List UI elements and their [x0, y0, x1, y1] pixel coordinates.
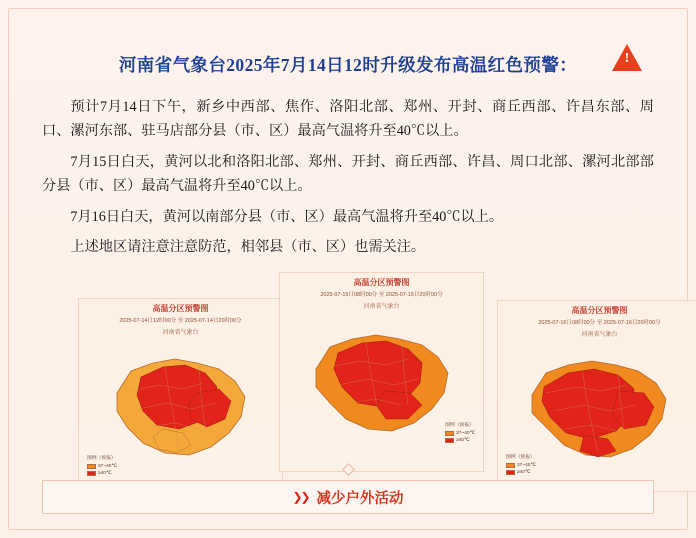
advice-label: 减少户外活动: [316, 490, 404, 507]
advice-banner[interactable]: [42, 480, 654, 514]
legend-label-red: ≥40℃: [517, 470, 531, 476]
map-time-range: 2025-07-16日08时00分 至 2025-07-16日20时00分: [538, 319, 661, 326]
map-org: 河南省气象台: [363, 303, 400, 310]
legend-title: 图例（预报）: [445, 422, 474, 428]
map-legend-day3: [506, 454, 536, 477]
map-graphic-day3: [498, 335, 696, 485]
map-card-day2[interactable]: [279, 272, 484, 472]
warning-triangle-icon: [612, 44, 642, 72]
alert-paragraph-1: 预计7月14日下午，新乡中西部、焦作、洛阳北部、郑州、开封、商丘西部、许昌东部、周口、漯河东部、驻马店部分县（市、区）最高气温将升至40℃以上。: [42, 99, 654, 140]
legend-swatch-red: [506, 470, 515, 475]
map-title: 高温分区预警图: [152, 303, 209, 313]
alert-paragraph-2: 7月15日白天，黄河以北和洛阳北部、郑州、开封、商丘西部、许昌、周口北部、漯河北部部分县（市、区）最高气温将升至40℃以上。: [42, 153, 654, 195]
legend-swatch-red: [87, 471, 96, 476]
page-title: 河南省气象台2025年7月14日12时升级发布高温红色预警：: [118, 55, 578, 75]
alert-card: [16, 14, 680, 528]
legend-swatch-red: [445, 438, 454, 443]
legend-row-red: [87, 470, 117, 477]
map-graphic-day2: [280, 307, 483, 465]
legend-title: 图例（预报）: [506, 454, 535, 460]
legend-label-orange: 37~40℃: [517, 463, 536, 469]
map-time-range: 2025-07-15日08时00分 至 2025-07-15日20时00分: [320, 291, 443, 298]
map-legend-day2: [445, 422, 475, 445]
legend-title: 图例（预报）: [87, 455, 116, 461]
legend-label-red: ≥40℃: [456, 438, 470, 444]
warning-exclamation: !: [624, 51, 630, 66]
legend-swatch-orange: [445, 431, 454, 436]
double-chevron-icon: ❯❯: [292, 490, 309, 504]
map-org: 河南省气象台: [581, 331, 618, 338]
legend-label-orange: 37~40℃: [98, 464, 117, 470]
legend-row-red: [445, 437, 475, 444]
alert-paragraph-3: 7月16日白天，黄河以南部分县（市、区）最高气温将升至40℃以上。: [70, 208, 504, 225]
legend-label-red: ≥40℃: [98, 471, 112, 477]
map-card-day3[interactable]: [497, 300, 696, 492]
alert-paragraph-4: 上述地区请注意注意防范，相邻县（市、区）也需关注。: [70, 239, 426, 256]
legend-row-orange: [445, 430, 475, 437]
map-time-range: 2025-07-14日12时00分 至 2025-07-14日20时00分: [119, 317, 242, 324]
map-card-day1[interactable]: [78, 298, 283, 493]
map-title: 高温分区预警图: [353, 277, 410, 287]
map-legend-day1: [87, 455, 117, 478]
legend-row-red: [506, 469, 536, 476]
map-title: 高温分区预警图: [571, 305, 628, 315]
legend-row-orange: [87, 463, 117, 470]
map-graphic-day1: [79, 333, 282, 486]
legend-swatch-orange: [506, 463, 515, 468]
legend-label-orange: 37~40℃: [456, 431, 475, 437]
legend-row-orange: [506, 462, 536, 469]
legend-swatch-orange: [87, 464, 96, 469]
map-org: 河南省气象台: [162, 329, 199, 336]
